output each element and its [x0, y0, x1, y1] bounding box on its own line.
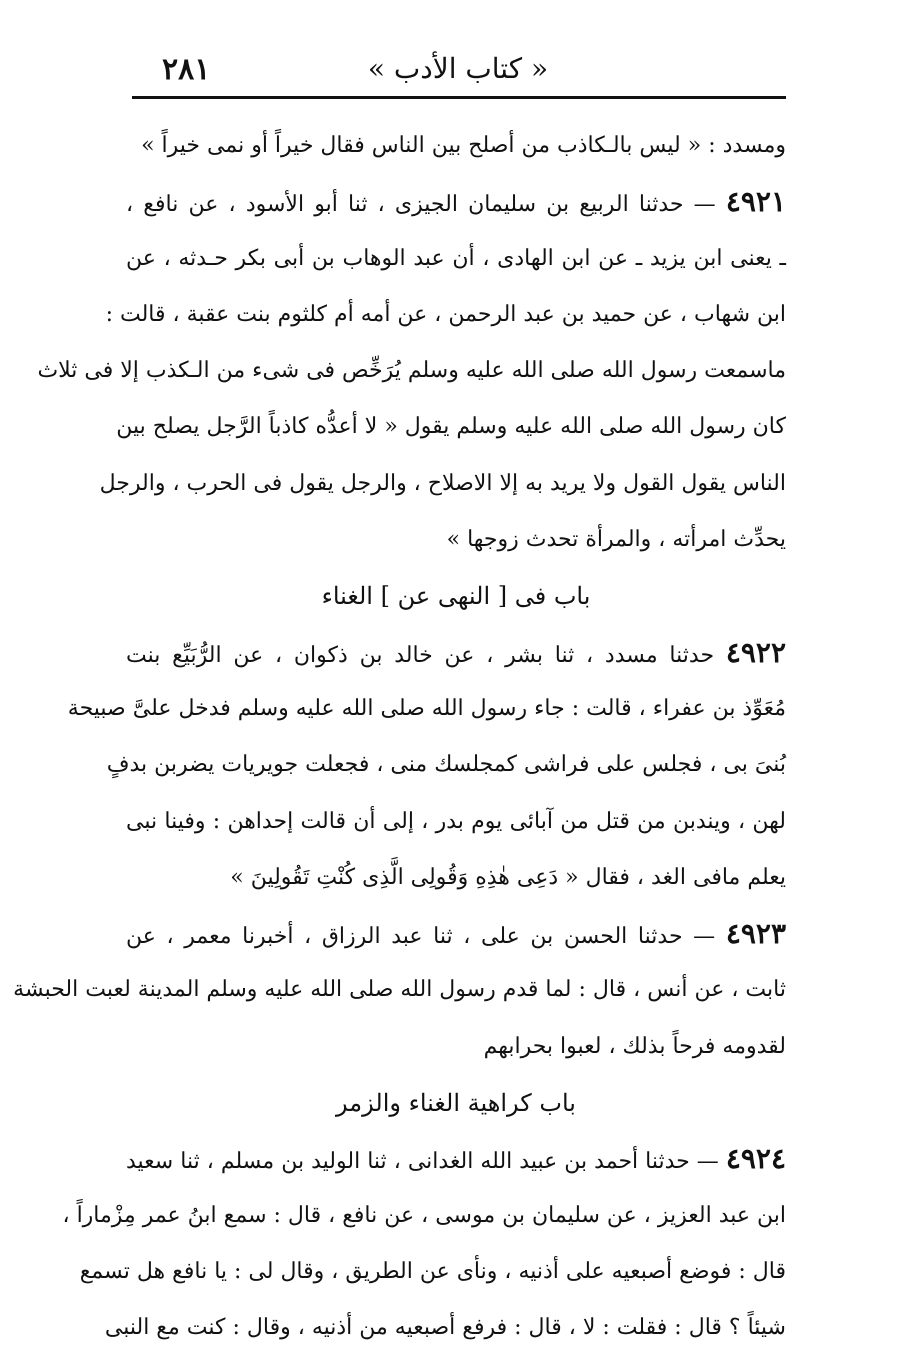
text-line [106, 737, 786, 793]
hadith-number: ٤٩٢١ [725, 185, 786, 219]
line-text: — حدثنا أحمد بن عبيد الله الغدانى ، ثنا الوليد بن مسلم ، ثنا سعيد [126, 1149, 719, 1175]
line-text: ومسدد : « ليس بالـكاذب من أصلح بين الناس فقال خيراً أو نمى خيراً » [141, 133, 786, 158]
text-line [105, 287, 786, 343]
text-line [126, 1131, 786, 1187]
line-text: الناس يقول القول ولا يريد به إلا الاصلاح ، والرجل يقول فى الحرب ، والرجل [99, 470, 786, 496]
text-line [126, 231, 786, 287]
section-heading [126, 568, 786, 624]
section-heading [126, 1075, 786, 1131]
text-line [126, 625, 786, 681]
text-line [126, 174, 786, 230]
text-line [126, 794, 786, 850]
text-line [104, 1300, 786, 1356]
text-line [126, 906, 786, 962]
line-text: باب كراهية الغناء والزمر [336, 1089, 576, 1118]
text-line [126, 850, 786, 906]
running-title: « كتاب الأدب » [367, 52, 549, 85]
line-text: قال : فوضع أصبعيه على أذنيه ، ونأى عن الطريق ، وقال لى : يا نافع هل تسمع [79, 1258, 786, 1284]
text-line [13, 962, 786, 1018]
text-line [37, 343, 786, 399]
line-text: — حدثنا الربيع بن سليمان الجيزى ، ثنا أبو الأسود ، عن نافع ، [126, 192, 716, 218]
line-text: لقدومه فرحاً بذلك ، لعبوا بحرابهم [483, 1033, 786, 1059]
text-line [67, 681, 786, 737]
line-text: كان رسول الله صلى الله عليه وسلم يقول « لا أعدُّه كاذباً الرَّجل يصلح بين [116, 414, 786, 440]
line-text: ثابت ، عن أنس ، قال : لما قدم رسول الله صلى الله عليه وسلم المدينة لعبت الحبشة [13, 977, 786, 1003]
text-line [62, 1188, 786, 1244]
line-text: — حدثنا الحسن بن على ، ثنا عبد الرزاق ، أخبرنا معمر ، عن [126, 924, 716, 950]
line-text: باب فى [ النهى عن ] الغناء [321, 582, 591, 611]
text-line [126, 512, 786, 568]
hadith-number: ٤٩٢٢ [725, 635, 786, 669]
header-rule [132, 96, 786, 99]
text-line [126, 1019, 786, 1075]
page-number: ٢٨١ [162, 52, 211, 87]
line-text: حدثنا مسدد ، ثنا بشر ، عن خالد بن ذكوان ، عن الرُّبَيِّع بنت [126, 642, 715, 668]
text-line [126, 118, 786, 174]
line-text: يعلم مافى الغد ، فقال « دَعِى هٰذِهِ وَقُولِى الَّذِى كُنْتِ تَقُولِينَ » [230, 864, 786, 890]
line-text: ـ يعنى ابن يزيد ـ عن ابن الهادى ، أن عبد الوهاب بن أبى بكر حـدثه ، عن [126, 245, 786, 271]
text-line [116, 399, 786, 455]
line-text: لهن ، ويندبن من قتل من آبائى يوم بدر ، إلى أن قالت إحداهن : وفينا نبى [126, 808, 786, 834]
line-text: بُنىَ بى ، فجلس على فراشى كمجلسك منى ، فجعلت جويريات يضربن بدفٍ [106, 752, 786, 778]
page-header [132, 44, 784, 100]
line-text: يحدِّث امرأته ، والمرأة تحدث زوجها » [446, 527, 786, 553]
line-text: ابن عبد العزيز ، عن سليمان بن موسى ، عن نافع ، قال : سمع ابنُ عمر مِزْماراً ، [62, 1202, 786, 1228]
hadith-number: ٤٩٢٤ [725, 1142, 786, 1176]
line-text: ماسمعت رسول الله صلى الله عليه وسلم يُرَخِّص فى شىء من الـكذب إلا فى ثلاث [37, 358, 786, 384]
hadith-number: ٤٩٢٣ [725, 917, 786, 951]
line-text: مُعَوِّذ بن عفراء ، قالت : جاء رسول الله صلى الله عليه وسلم فدخل علىَّ صبيحة [67, 695, 786, 721]
page-body [13, 118, 786, 1357]
text-line [79, 1244, 786, 1300]
line-text: شيئاً ؟ قال : فقلت : لا ، قال : فرفع أصبعيه من أذنيه ، وقال : كنت مع النبى [104, 1315, 786, 1341]
line-text: ابن شهاب ، عن حميد بن عبد الرحمن ، عن أمه أم كلثوم بنت عقبة ، قالت : [105, 301, 786, 327]
text-line [99, 456, 786, 512]
